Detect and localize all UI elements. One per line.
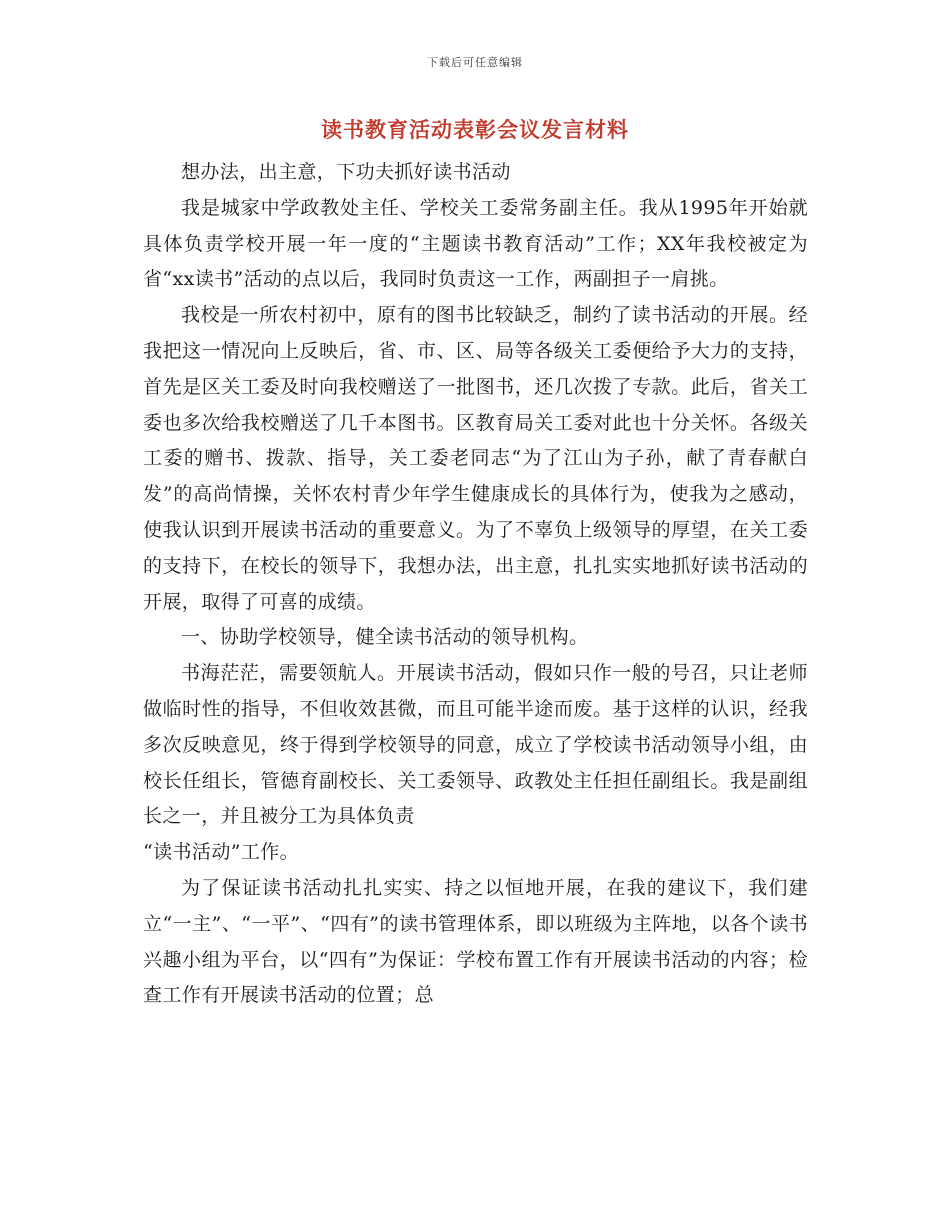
paragraph: 我校是一所农村初中，原有的图书比较缺乏，制约了读书活动的开展。经我把这一情况向上反映后，省、市、区、局等各级关工委便给予大力的支持，首先是区关工委及时向我校赠送了一批图书，还几次拨了专款。此后，省关工委也多次给我校赠送了几千本图书。区教育局关工委对此也十分关怀。各级关工委的赠书、拨款、指导，关工委老同志“为了江山为子孙，献了青春献白发”的高尚情操，关怀农村青少年学生健康成长的具体行为，使我为之感动，使我认识到开展读书活动的重要意义。为了不辜负上级领导的厚望，在关工委的支持下，在校长的领导下，我想办法，出主意，扎扎实实地抓好读书活动的开展，取得了可喜的成绩。 [143,304,808,613]
document-title: 读书教育活动表彰会议发言材料 [321,117,629,142]
paragraph: 为了保证读书活动扎扎实实、持之以恒地开展，在我的建议下，我们建立“一主”、“一平”、“四有”的读书管理体系，即以班级为主阵地，以各个读书兴趣小组为平台，以“四有”为保证：学校布置工作有开展读书活动的内容；检查工作有开展读书活动的位置；总 [143,876,808,1007]
paragraph: 我是城家中学政教处主任、学校关工委常务副主任。我从1995年开始就具体负责学校开展一年一度的“主题读书教育活动”工作；XX年我校被定为省“xx读书”活动的点以后，我同时负责这一工作，两副担子一肩挑。 [143,196,808,291]
paragraph-subtitle: 想办法，出主意，下功夫抓好读书活动 [181,161,511,183]
document-body [143,155,808,1014]
section-heading: 一、协助学校领导，健全读书活动的领导机构。 [181,626,589,649]
paragraph-continuation: “读书活动”工作。 [143,841,300,864]
paragraph: 书海茫茫，需要领航人。开展读书活动，假如只作一般的号召，只让老师做临时性的指导，不但收效甚微，而且可能半途而废。基于这样的认识，经我多次反映意见，终于得到学校领导的同意，成立了学校读书活动领导小组，由校长任组长，管德育副校长、关工委领导、政教处主任担任副组长。我是副组长之一，并且被分工为具体负责 [143,662,808,828]
header-note: 下载后可任意编辑 [427,56,523,69]
